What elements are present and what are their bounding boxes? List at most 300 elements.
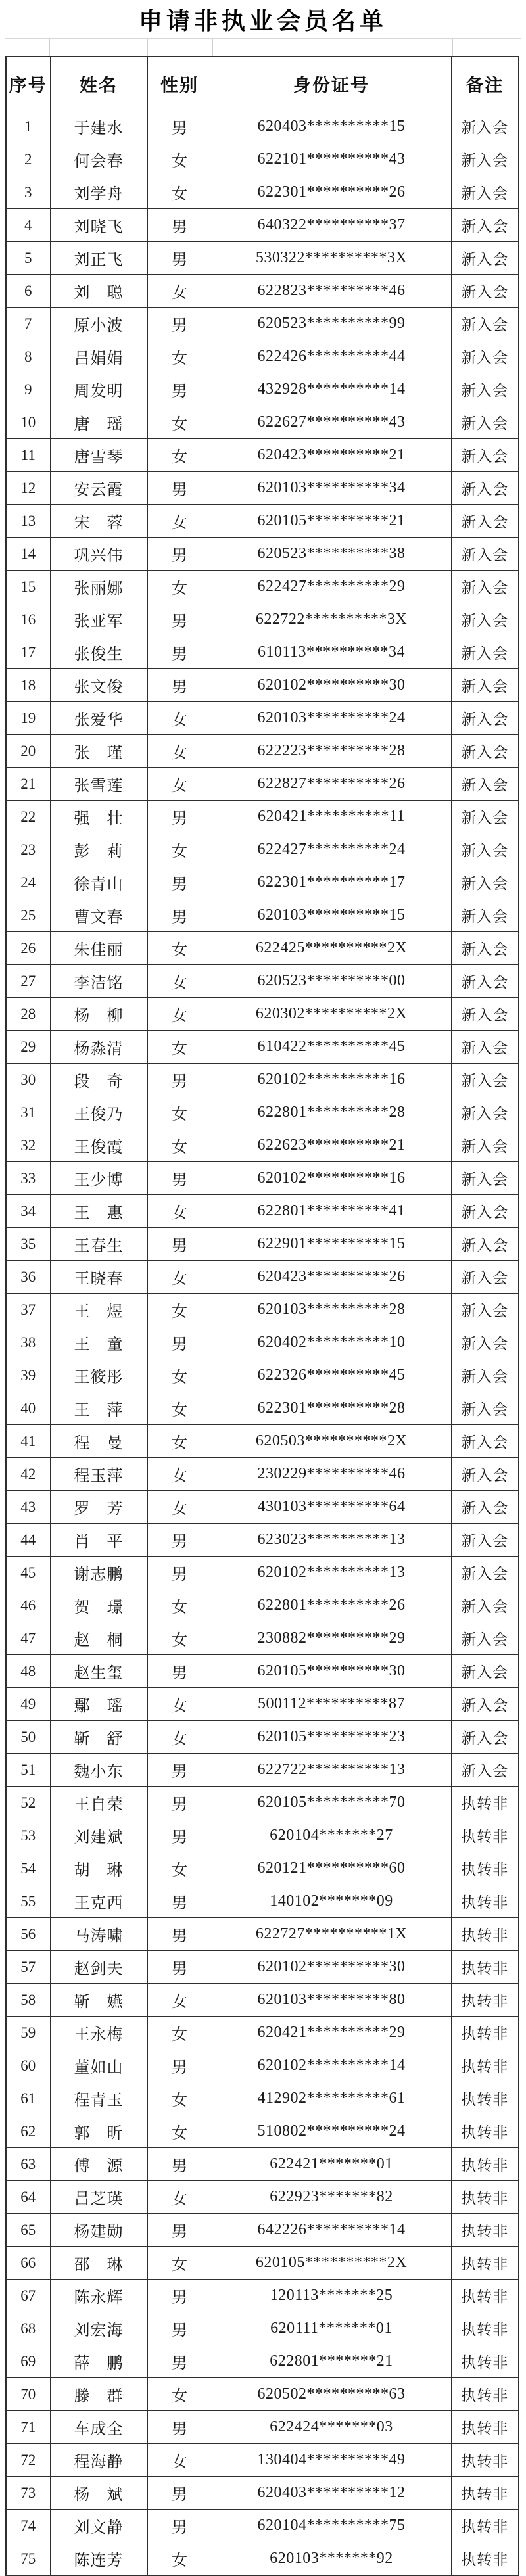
table-row: [6, 1951, 519, 1984]
row-serial-number: 33: [6, 1162, 50, 1195]
row-remark: 新入会: [451, 1458, 519, 1491]
row-id-number: 620423**********26: [212, 1261, 451, 1294]
row-remark: 新入会: [451, 571, 519, 603]
row-name: 唐雪琴: [50, 439, 147, 472]
row-remark: 执转非: [451, 1918, 519, 1951]
table-row: [6, 899, 519, 932]
table-row: [6, 1787, 519, 1819]
row-remark: 新入会: [451, 603, 519, 636]
row-serial-number: 57: [6, 1951, 50, 1984]
row-gender: 女: [147, 2082, 212, 2115]
row-id-number: 622801**********28: [212, 1096, 451, 1129]
table-row: [6, 2510, 519, 2542]
row-gender: 女: [147, 571, 212, 603]
table-row: [6, 1491, 519, 1524]
row-gender: 男: [147, 1228, 212, 1261]
row-serial-number: 64: [6, 2181, 50, 2214]
row-serial-number: 42: [6, 1458, 50, 1491]
header-id-number: 身份证号: [212, 57, 451, 110]
row-name: 徐青山: [50, 866, 147, 899]
row-gender: 女: [147, 1688, 212, 1721]
row-id-number: 610422**********45: [212, 1031, 451, 1064]
row-name: 滕 群: [50, 2378, 147, 2411]
row-name: 周发明: [50, 373, 147, 406]
row-gender: 女: [147, 1261, 212, 1294]
table-row: [6, 702, 519, 735]
table-row: [6, 998, 519, 1031]
row-name: 唐 瑶: [50, 406, 147, 439]
row-remark: 执转非: [451, 2049, 519, 2082]
row-gender: 男: [147, 110, 212, 143]
row-gender: 女: [147, 505, 212, 538]
row-gender: 男: [147, 373, 212, 406]
row-id-number: 620503**********2X: [212, 1425, 451, 1458]
row-gender: 女: [147, 1852, 212, 1885]
row-gender: 女: [147, 833, 212, 866]
row-remark: 新入会: [451, 1688, 519, 1721]
row-remark: 新入会: [451, 1754, 519, 1787]
row-remark: 新入会: [451, 1721, 519, 1754]
row-name: 何会春: [50, 143, 147, 176]
row-serial-number: 72: [6, 2444, 50, 2477]
row-serial-number: 25: [6, 899, 50, 932]
row-id-number: 620402**********10: [212, 1326, 451, 1359]
table-row: [6, 1984, 519, 2017]
table-row: [6, 1852, 519, 1885]
row-gender: 男: [147, 636, 212, 669]
row-gender: 女: [147, 1359, 212, 1392]
row-gender: 女: [147, 1458, 212, 1491]
row-gender: 男: [147, 1326, 212, 1359]
row-serial-number: 50: [6, 1721, 50, 1754]
row-gender: 男: [147, 1787, 212, 1819]
row-remark: 新入会: [451, 275, 519, 308]
row-id-number: 140102*******09: [212, 1885, 451, 1918]
table-row: [6, 2017, 519, 2049]
table-row: [6, 2115, 519, 2148]
row-remark: 执转非: [451, 2345, 519, 2378]
row-remark: 执转非: [451, 1787, 519, 1819]
row-remark: 执转非: [451, 2082, 519, 2115]
row-name: 刘宏海: [50, 2312, 147, 2345]
table-row: [6, 1228, 519, 1261]
row-serial-number: 10: [6, 406, 50, 439]
row-remark: 执转非: [451, 2115, 519, 2148]
row-name: 王自荣: [50, 1787, 147, 1819]
row-remark: 新入会: [451, 899, 519, 932]
row-remark: 执转非: [451, 2542, 519, 2576]
row-serial-number: 4: [6, 209, 50, 242]
table-row: [6, 340, 519, 373]
row-remark: 执转非: [451, 2247, 519, 2280]
row-serial-number: 62: [6, 2115, 50, 2148]
row-name: 王春生: [50, 1228, 147, 1261]
table-row: [6, 1326, 519, 1359]
row-serial-number: 67: [6, 2280, 50, 2312]
row-gender: 男: [147, 1819, 212, 1852]
row-id-number: 622101**********43: [212, 143, 451, 176]
row-serial-number: 44: [6, 1524, 50, 1557]
row-name: 刘正飞: [50, 242, 147, 275]
table-row: [6, 2542, 519, 2576]
row-remark: 执转非: [451, 2510, 519, 2542]
row-gender: 男: [147, 1951, 212, 1984]
row-name: 巩兴伟: [50, 538, 147, 571]
row-id-number: 620423**********21: [212, 439, 451, 472]
row-id-number: 620403**********12: [212, 2477, 451, 2510]
row-id-number: 620102**********30: [212, 1951, 451, 1984]
row-name: 傅 源: [50, 2148, 147, 2181]
row-id-number: 622425**********2X: [212, 932, 451, 965]
table-row: [6, 242, 519, 275]
row-remark: 执转非: [451, 2444, 519, 2477]
row-remark: 新入会: [451, 538, 519, 571]
row-serial-number: 41: [6, 1425, 50, 1458]
row-remark: 执转非: [451, 2017, 519, 2049]
table-row: [6, 1162, 519, 1195]
row-gender: 女: [147, 406, 212, 439]
row-name: 王 煜: [50, 1294, 147, 1326]
row-remark: 新入会: [451, 735, 519, 768]
row-gender: 女: [147, 143, 212, 176]
row-remark: 新入会: [451, 702, 519, 735]
row-name: 王筱彤: [50, 1359, 147, 1392]
table-row: [6, 176, 519, 209]
row-gender: 男: [147, 1524, 212, 1557]
row-name: 鄢 瑶: [50, 1688, 147, 1721]
row-id-number: 412902**********61: [212, 2082, 451, 2115]
row-remark: 新入会: [451, 242, 519, 275]
row-serial-number: 12: [6, 472, 50, 505]
row-gender: 男: [147, 1754, 212, 1787]
row-serial-number: 23: [6, 833, 50, 866]
row-id-number: 620103**********24: [212, 702, 451, 735]
row-serial-number: 71: [6, 2411, 50, 2444]
row-gender: 男: [147, 472, 212, 505]
row-name: 杨 柳: [50, 998, 147, 1031]
row-id-number: 622427**********24: [212, 833, 451, 866]
row-id-number: 610113**********34: [212, 636, 451, 669]
row-id-number: 622301**********28: [212, 1392, 451, 1425]
row-name: 原小波: [50, 308, 147, 340]
row-remark: 新入会: [451, 1261, 519, 1294]
row-serial-number: 45: [6, 1557, 50, 1589]
table-row: [6, 833, 519, 866]
row-serial-number: 3: [6, 176, 50, 209]
table-row: [6, 1031, 519, 1064]
row-serial-number: 8: [6, 340, 50, 373]
row-id-number: 620523**********00: [212, 965, 451, 998]
row-gender: 男: [147, 209, 212, 242]
row-name: 陈连芳: [50, 2542, 147, 2576]
row-gender: 女: [147, 1589, 212, 1622]
header-name: 姓名: [50, 57, 147, 110]
row-id-number: 620102**********13: [212, 1557, 451, 1589]
row-serial-number: 60: [6, 2049, 50, 2082]
table-row: [6, 768, 519, 801]
row-gender: 女: [147, 1721, 212, 1754]
row-id-number: 620103**********28: [212, 1294, 451, 1326]
table-row: [6, 636, 519, 669]
row-remark: 新入会: [451, 1557, 519, 1589]
row-name: 朱佳丽: [50, 932, 147, 965]
row-name: 刘 聪: [50, 275, 147, 308]
table-row: [6, 1655, 519, 1688]
row-serial-number: 49: [6, 1688, 50, 1721]
row-serial-number: 65: [6, 2214, 50, 2247]
table-row: [6, 2082, 519, 2115]
row-serial-number: 35: [6, 1228, 50, 1261]
table-row: [6, 801, 519, 833]
row-remark: 执转非: [451, 2280, 519, 2312]
row-remark: 新入会: [451, 505, 519, 538]
row-id-number: 622801*******21: [212, 2345, 451, 2378]
row-serial-number: 73: [6, 2477, 50, 2510]
row-remark: 执转非: [451, 1951, 519, 1984]
row-serial-number: 59: [6, 2017, 50, 2049]
row-name: 马涛啸: [50, 1918, 147, 1951]
table-row: [6, 1261, 519, 1294]
row-id-number: 622722**********3X: [212, 603, 451, 636]
row-id-number: 622301**********17: [212, 866, 451, 899]
row-remark: 新入会: [451, 1622, 519, 1655]
row-id-number: 622301**********26: [212, 176, 451, 209]
row-remark: 新入会: [451, 1294, 519, 1326]
table-row: [6, 1721, 519, 1754]
row-id-number: 120113*******25: [212, 2280, 451, 2312]
row-id-number: 620103**********80: [212, 1984, 451, 2017]
row-id-number: 430103**********64: [212, 1491, 451, 1524]
row-id-number: 620121**********60: [212, 1852, 451, 1885]
row-name: 郭 昕: [50, 2115, 147, 2148]
table-row: [6, 110, 519, 143]
row-name: 吕芝瑛: [50, 2181, 147, 2214]
row-remark: 执转非: [451, 1885, 519, 1918]
row-remark: 新入会: [451, 866, 519, 899]
row-gender: 女: [147, 932, 212, 965]
row-serial-number: 7: [6, 308, 50, 340]
row-name: 强 壮: [50, 801, 147, 833]
table-row: [6, 735, 519, 768]
row-gender: 女: [147, 2542, 212, 2576]
row-serial-number: 40: [6, 1392, 50, 1425]
table-body: [6, 110, 519, 2576]
row-name: 魏小东: [50, 1754, 147, 1787]
table-row: [6, 1195, 519, 1228]
row-remark: 新入会: [451, 308, 519, 340]
row-id-number: 620103**********34: [212, 472, 451, 505]
table-row: [6, 472, 519, 505]
row-remark: 执转非: [451, 2148, 519, 2181]
row-id-number: 230229**********46: [212, 1458, 451, 1491]
row-id-number: 622727**********1X: [212, 1918, 451, 1951]
table-row: [6, 1754, 519, 1787]
row-id-number: 620302**********2X: [212, 998, 451, 1031]
row-name: 靳 嬿: [50, 1984, 147, 2017]
row-remark: 新入会: [451, 932, 519, 965]
row-id-number: 622424*******03: [212, 2411, 451, 2444]
row-id-number: 622421*******01: [212, 2148, 451, 2181]
table-row: [6, 603, 519, 636]
row-gender: 女: [147, 965, 212, 998]
table-row: [6, 1392, 519, 1425]
row-remark: 新入会: [451, 1031, 519, 1064]
row-id-number: 530322**********3X: [212, 242, 451, 275]
row-remark: 执转非: [451, 1852, 519, 1885]
row-id-number: 622901**********15: [212, 1228, 451, 1261]
table-row: [6, 439, 519, 472]
row-gender: 男: [147, 2280, 212, 2312]
row-remark: 执转非: [451, 2477, 519, 2510]
row-serial-number: 51: [6, 1754, 50, 1787]
row-remark: 新入会: [451, 636, 519, 669]
table-row: [6, 965, 519, 998]
row-serial-number: 28: [6, 998, 50, 1031]
row-remark: 新入会: [451, 1392, 519, 1425]
row-id-number: 620403**********15: [212, 110, 451, 143]
row-serial-number: 34: [6, 1195, 50, 1228]
table-row: [6, 308, 519, 340]
table-row: [6, 2148, 519, 2181]
row-id-number: 622823**********46: [212, 275, 451, 308]
row-serial-number: 19: [6, 702, 50, 735]
table-row: [6, 1425, 519, 1458]
row-name: 张丽娜: [50, 571, 147, 603]
row-serial-number: 26: [6, 932, 50, 965]
table-row: [6, 2411, 519, 2444]
row-name: 张爱华: [50, 702, 147, 735]
row-name: 宋 蓉: [50, 505, 147, 538]
row-serial-number: 18: [6, 669, 50, 702]
row-serial-number: 29: [6, 1031, 50, 1064]
row-id-number: 620105**********21: [212, 505, 451, 538]
row-gender: 男: [147, 1655, 212, 1688]
row-remark: 执转非: [451, 2312, 519, 2345]
row-gender: 男: [147, 899, 212, 932]
row-gender: 女: [147, 1031, 212, 1064]
row-remark: 执转非: [451, 2214, 519, 2247]
row-gender: 男: [147, 1885, 212, 1918]
row-id-number: 622426**********44: [212, 340, 451, 373]
row-id-number: 620103**********15: [212, 899, 451, 932]
row-remark: 新入会: [451, 340, 519, 373]
row-serial-number: 48: [6, 1655, 50, 1688]
row-gender: 女: [147, 1096, 212, 1129]
table-row: [6, 1294, 519, 1326]
table-row: [6, 2378, 519, 2411]
row-serial-number: 32: [6, 1129, 50, 1162]
row-serial-number: 53: [6, 1819, 50, 1852]
row-id-number: 622801**********41: [212, 1195, 451, 1228]
row-name: 刘建斌: [50, 1819, 147, 1852]
row-gender: 女: [147, 735, 212, 768]
row-serial-number: 5: [6, 242, 50, 275]
row-id-number: 130404**********49: [212, 2444, 451, 2477]
member-table: [5, 56, 519, 2576]
row-id-number: 620523**********38: [212, 538, 451, 571]
row-gender: 男: [147, 603, 212, 636]
row-gender: 女: [147, 2017, 212, 2049]
row-id-number: 620502**********63: [212, 2378, 451, 2411]
row-serial-number: 70: [6, 2378, 50, 2411]
row-gender: 男: [147, 2214, 212, 2247]
row-remark: 执转非: [451, 2411, 519, 2444]
row-name: 安云霞: [50, 472, 147, 505]
row-name: 肖 平: [50, 1524, 147, 1557]
header-gender: 性别: [147, 57, 212, 110]
row-serial-number: 9: [6, 373, 50, 406]
row-gender: 男: [147, 2510, 212, 2542]
table-row: [6, 2280, 519, 2312]
row-id-number: 620102**********16: [212, 1064, 451, 1096]
row-gender: 女: [147, 2247, 212, 2280]
row-name: 段 奇: [50, 1064, 147, 1096]
table-row: [6, 1589, 519, 1622]
row-name: 张雪莲: [50, 768, 147, 801]
row-serial-number: 61: [6, 2082, 50, 2115]
row-serial-number: 24: [6, 866, 50, 899]
table-row: [6, 1557, 519, 1589]
row-remark: 执转非: [451, 1819, 519, 1852]
row-serial-number: 74: [6, 2510, 50, 2542]
table-row: [6, 1458, 519, 1491]
row-id-number: 620103*******92: [212, 2542, 451, 2576]
row-serial-number: 56: [6, 1918, 50, 1951]
row-remark: 新入会: [451, 768, 519, 801]
row-remark: 新入会: [451, 1589, 519, 1622]
row-id-number: 622801**********26: [212, 1589, 451, 1622]
table-row: [6, 866, 519, 899]
row-gender: 男: [147, 801, 212, 833]
row-serial-number: 21: [6, 768, 50, 801]
table-row: [6, 2214, 519, 2247]
row-name: 杨淼清: [50, 1031, 147, 1064]
row-gender: 女: [147, 2181, 212, 2214]
row-name: 王俊霞: [50, 1129, 147, 1162]
row-remark: 新入会: [451, 406, 519, 439]
row-name: 王 萍: [50, 1392, 147, 1425]
row-name: 刘学舟: [50, 176, 147, 209]
row-id-number: 620421**********11: [212, 801, 451, 833]
row-id-number: 622326**********45: [212, 1359, 451, 1392]
row-name: 曹文春: [50, 899, 147, 932]
row-id-number: 642226**********14: [212, 2214, 451, 2247]
row-remark: 新入会: [451, 1129, 519, 1162]
row-serial-number: 58: [6, 1984, 50, 2017]
row-serial-number: 39: [6, 1359, 50, 1392]
row-remark: 新入会: [451, 143, 519, 176]
row-gender: 女: [147, 340, 212, 373]
table-row: [6, 1524, 519, 1557]
row-gender: 女: [147, 1392, 212, 1425]
row-gender: 女: [147, 176, 212, 209]
row-serial-number: 75: [6, 2542, 50, 2576]
row-gender: 女: [147, 1129, 212, 1162]
table-row: [6, 1622, 519, 1655]
row-id-number: 622623**********21: [212, 1129, 451, 1162]
row-serial-number: 15: [6, 571, 50, 603]
row-name: 赵 桐: [50, 1622, 147, 1655]
row-serial-number: 38: [6, 1326, 50, 1359]
table-header-row: [6, 57, 519, 110]
row-gender: 男: [147, 2049, 212, 2082]
row-id-number: 622923*******82: [212, 2181, 451, 2214]
row-name: 王克西: [50, 1885, 147, 1918]
row-name: 张亚军: [50, 603, 147, 636]
row-gender: 男: [147, 2312, 212, 2345]
row-gender: 女: [147, 1491, 212, 1524]
row-gender: 男: [147, 1064, 212, 1096]
